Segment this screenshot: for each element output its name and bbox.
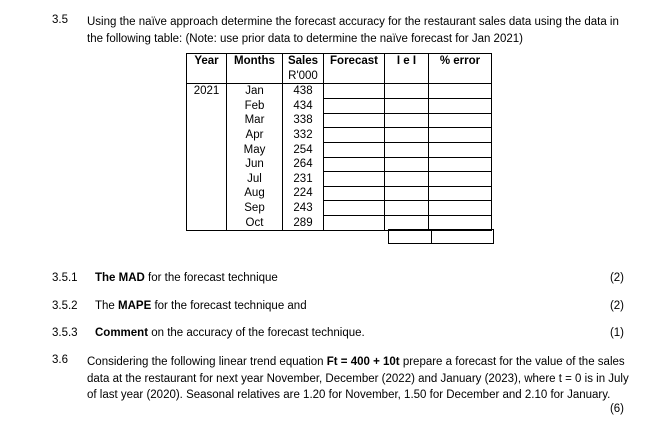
subquestion-bold: MAPE <box>118 300 152 312</box>
pct-error-cell <box>429 143 492 158</box>
sales-cell: 243 <box>283 201 324 216</box>
abs-error-cell <box>385 157 429 172</box>
sales-cell: 332 <box>283 128 324 143</box>
abs-error-cell <box>385 113 429 128</box>
forecast-cell <box>324 172 385 187</box>
pct-error-cell <box>429 201 492 216</box>
table-row <box>187 186 492 201</box>
question-text-lead: Considering the following linear trend equation <box>87 356 327 368</box>
question-text <box>87 354 629 404</box>
forecast-cell <box>324 99 385 114</box>
table-row <box>187 84 492 99</box>
sales-cell: 434 <box>283 99 324 114</box>
month-cell: Jan <box>227 84 283 99</box>
sales-cell: 224 <box>283 186 324 201</box>
forecast-cell <box>324 113 385 128</box>
subquestion-text <box>95 272 278 284</box>
question-text: Using the naïve approach determine the forecast accuracy for the restaurant sales data using the data in the following table: (Note: use prior data to determine the naïve forecast for Jan 2021) <box>87 16 619 45</box>
table-row <box>187 128 492 143</box>
pct-error-total-box <box>431 229 494 244</box>
abs-error-cell <box>385 186 429 201</box>
forecast-cell <box>324 216 385 231</box>
pct-error-cell <box>429 172 492 187</box>
header-forecast: Forecast <box>324 54 385 84</box>
subquestion-rest: on the accuracy of the forecast technique. <box>148 327 365 339</box>
month-cell: Jun <box>227 157 283 172</box>
subquestion-number: 3.5.1 <box>52 272 78 284</box>
subquestion-text <box>95 300 307 312</box>
abs-error-cell <box>385 143 429 158</box>
month-cell: Mar <box>227 113 283 128</box>
abs-error-cell <box>385 99 429 114</box>
trend-equation: Ft = 400 + 10t <box>326 356 400 368</box>
subquestion-text <box>95 327 365 339</box>
header-pct-error: % error <box>429 54 492 84</box>
year-cell: 2021 <box>187 84 227 99</box>
marks: (6) <box>609 403 624 415</box>
pct-error-cell <box>429 99 492 114</box>
sales-cell: 254 <box>283 143 324 158</box>
abs-error-cell <box>385 128 429 143</box>
abs-error-total-box <box>388 229 432 244</box>
month-cell: Sep <box>227 201 283 216</box>
subquestion-bold: The MAD <box>95 272 145 284</box>
pct-error-cell <box>429 113 492 128</box>
question-number: 3.6 <box>52 354 68 366</box>
question-number: 3.5 <box>52 14 68 26</box>
table-row <box>187 172 492 187</box>
subquestion-lead: The <box>95 300 119 312</box>
header-months: Months <box>227 54 283 84</box>
month-cell: Apr <box>227 128 283 143</box>
sales-cell: 264 <box>283 157 324 172</box>
forecast-cell <box>324 201 385 216</box>
header-sales <box>283 54 324 84</box>
month-cell: Aug <box>227 186 283 201</box>
pct-error-cell <box>429 128 492 143</box>
sales-cell: 438 <box>283 84 324 99</box>
header-year: Year <box>187 54 227 84</box>
table-row <box>187 157 492 172</box>
abs-error-cell <box>385 172 429 187</box>
marks: (1) <box>609 327 624 339</box>
forecast-cell <box>324 84 385 99</box>
pct-error-cell <box>429 186 492 201</box>
forecast-cell <box>324 157 385 172</box>
table-header-row <box>187 54 492 84</box>
subquestion-rest: for the forecast technique <box>144 272 278 284</box>
header-sales-unit: R'000 <box>288 69 318 82</box>
month-cell: Feb <box>227 99 283 114</box>
marks: (2) <box>609 300 624 312</box>
table-row <box>187 201 492 216</box>
subquestion-number: 3.5.3 <box>52 327 78 339</box>
sales-cell: 338 <box>283 113 324 128</box>
table-row <box>187 143 492 158</box>
abs-error-cell <box>385 84 429 99</box>
month-cell: May <box>227 143 283 158</box>
pct-error-cell <box>429 157 492 172</box>
month-cell: Jul <box>227 172 283 187</box>
subquestion-bold: Comment <box>95 327 149 339</box>
header-sales-title: Sales <box>287 55 319 67</box>
sales-table <box>186 53 492 231</box>
subquestion-number: 3.5.2 <box>52 300 78 312</box>
sales-cell: 289 <box>283 216 324 231</box>
question-text-rest: prepare a forecast for the value of the sales data at the restaurant for next year November, December (2022) and January (2023), where t = 0 is in July of last year (2020). Seasonal relatives are 1.20 for November, 1.50 for December and 2.10 for January. <box>87 356 629 401</box>
subquestion-rest: for the forecast technique and <box>151 300 307 312</box>
marks: (2) <box>609 272 624 284</box>
table-row <box>187 113 492 128</box>
month-cell: Oct <box>227 216 283 231</box>
table-row <box>187 99 492 114</box>
abs-error-cell <box>385 201 429 216</box>
forecast-cell <box>324 128 385 143</box>
pct-error-cell <box>429 84 492 99</box>
sales-cell: 231 <box>283 172 324 187</box>
forecast-cell <box>324 186 385 201</box>
header-abs-error: I e I <box>385 54 429 84</box>
forecast-cell <box>324 143 385 158</box>
